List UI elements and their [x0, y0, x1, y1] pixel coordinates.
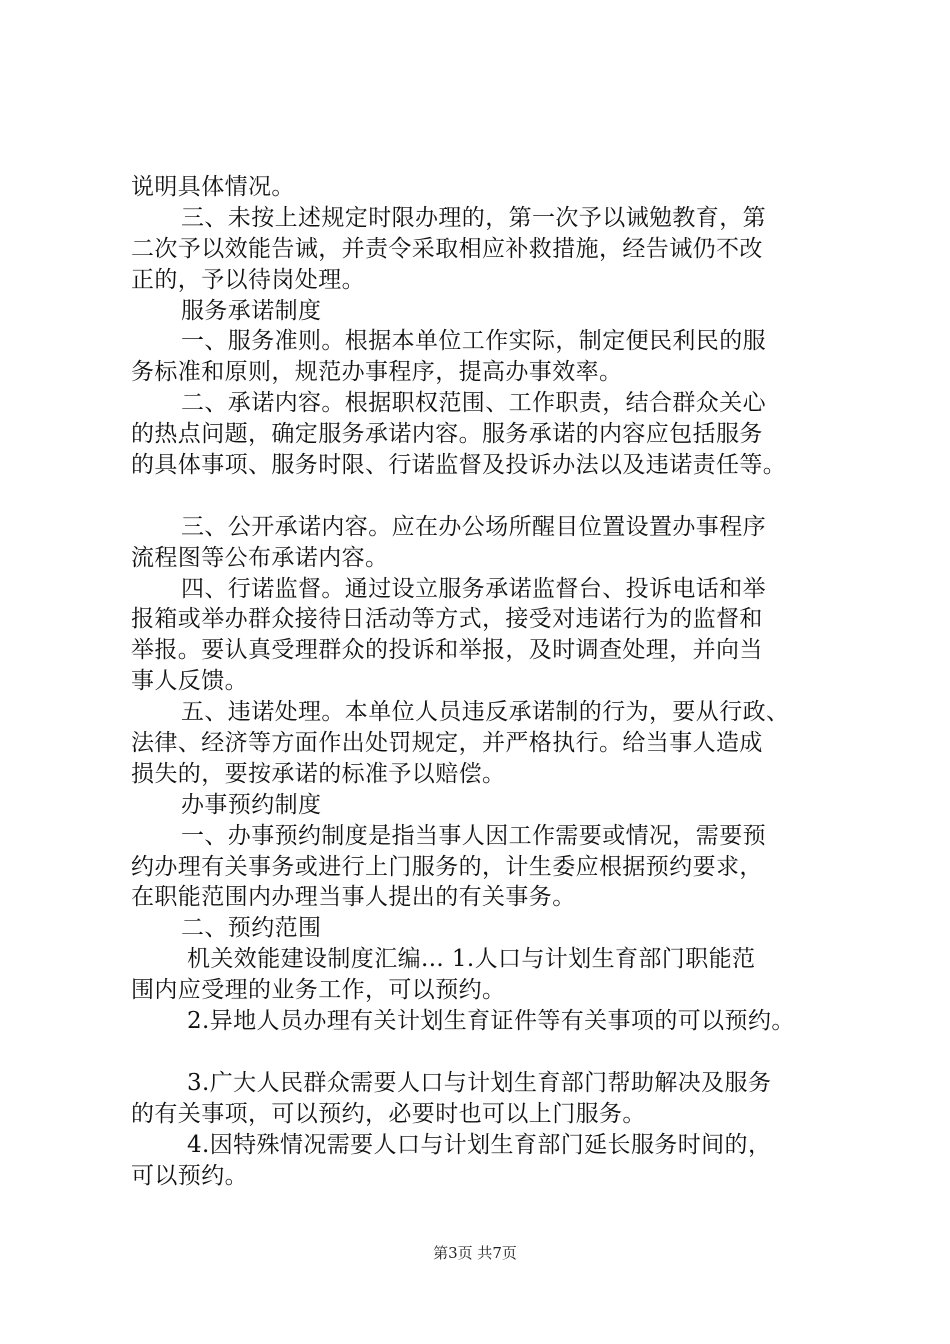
text-line: 流程图等公布承诺内容。 — [131, 544, 389, 571]
text-line: 在职能范围内办理当事人提出的有关事务。 — [131, 884, 576, 911]
text-line: 4.因特殊情况需要人口与计划生育部门延长服务时间的， — [187, 1131, 772, 1158]
text-line: 的有关事项，可以预约，必要时也可以上门服务。 — [131, 1100, 646, 1127]
document-body — [131, 172, 851, 1191]
text-line: 二次予以效能告诫，并责令采取相应补救措施，经告诫仍不改 — [131, 235, 763, 262]
text-line: 正的，予以待岗处理。 — [131, 266, 365, 293]
text-line: 说明具体情况。 — [131, 174, 295, 200]
text-line: 二、承诺内容。根据职权范围、工作职责，结合群众关心 — [181, 390, 766, 417]
blank-line — [131, 1037, 851, 1068]
text-line: 三、公开承诺内容。应在办公场所醒目位置设置办事程序 — [181, 513, 766, 540]
text-line: 2.异地人员办理有关计划生育证件等有关事项的可以预约。 — [187, 1008, 795, 1035]
text-line: 一、办事预约制度是指当事人因工作需要或情况，需要预 — [181, 822, 766, 849]
text-line: 务标准和原则，规范办事程序，提高办事效率。 — [131, 359, 623, 386]
text-line: 事人反馈。 — [131, 668, 248, 695]
text-line: 法律、经济等方面作出处罚规定，并严格执行。给当事人造成 — [131, 730, 763, 757]
section-heading: 服务承诺制度 — [181, 297, 322, 324]
text-line: 举报。要认真受理群众的投诉和举报，及时调查处理，并向当 — [131, 637, 763, 664]
text-line: 机关效能建设制度汇编... 1.人口与计划生育部门职能范 — [187, 946, 756, 973]
text-line: 约办理有关事务或进行上门服务的，计生委应根据预约要求， — [131, 853, 763, 880]
text-line: 五、违诺处理。本单位人员违反承诺制的行为，要从行政、 — [181, 699, 790, 726]
text-line: 的热点问题，确定服务承诺内容。服务承诺的内容应包括服务 — [131, 421, 763, 448]
text-line: 四、行诺监督。通过设立服务承诺监督台、投诉电话和举 — [181, 575, 766, 602]
blank-line — [131, 481, 851, 512]
text-line: 一、服务准则。根据本单位工作实际，制定便民利民的服 — [181, 328, 766, 355]
text-line: 可以预约。 — [131, 1162, 248, 1189]
text-line: 3.广大人民群众需要人口与计划生育部门帮助解决及服务 — [187, 1069, 772, 1096]
text-line: 报箱或举办群众接待日活动等方式，接受对违诺行为的监督和 — [131, 606, 763, 633]
text-line: 围内应受理的业务工作，可以预约。 — [131, 977, 506, 1004]
section-heading: 办事预约制度 — [181, 791, 322, 818]
page-footer: 第3页 共7页 — [433, 1244, 517, 1262]
text-line: 二、预约范围 — [181, 915, 322, 942]
text-line: 的具体事项、服务时限、行诺监督及投诉办法以及违诺责任等。 — [131, 452, 787, 479]
text-line: 三、未按上述规定时限办理的，第一次予以诫勉教育，第 — [181, 204, 766, 231]
text-line: 损失的，要按承诺的标准予以赔偿。 — [131, 760, 506, 787]
